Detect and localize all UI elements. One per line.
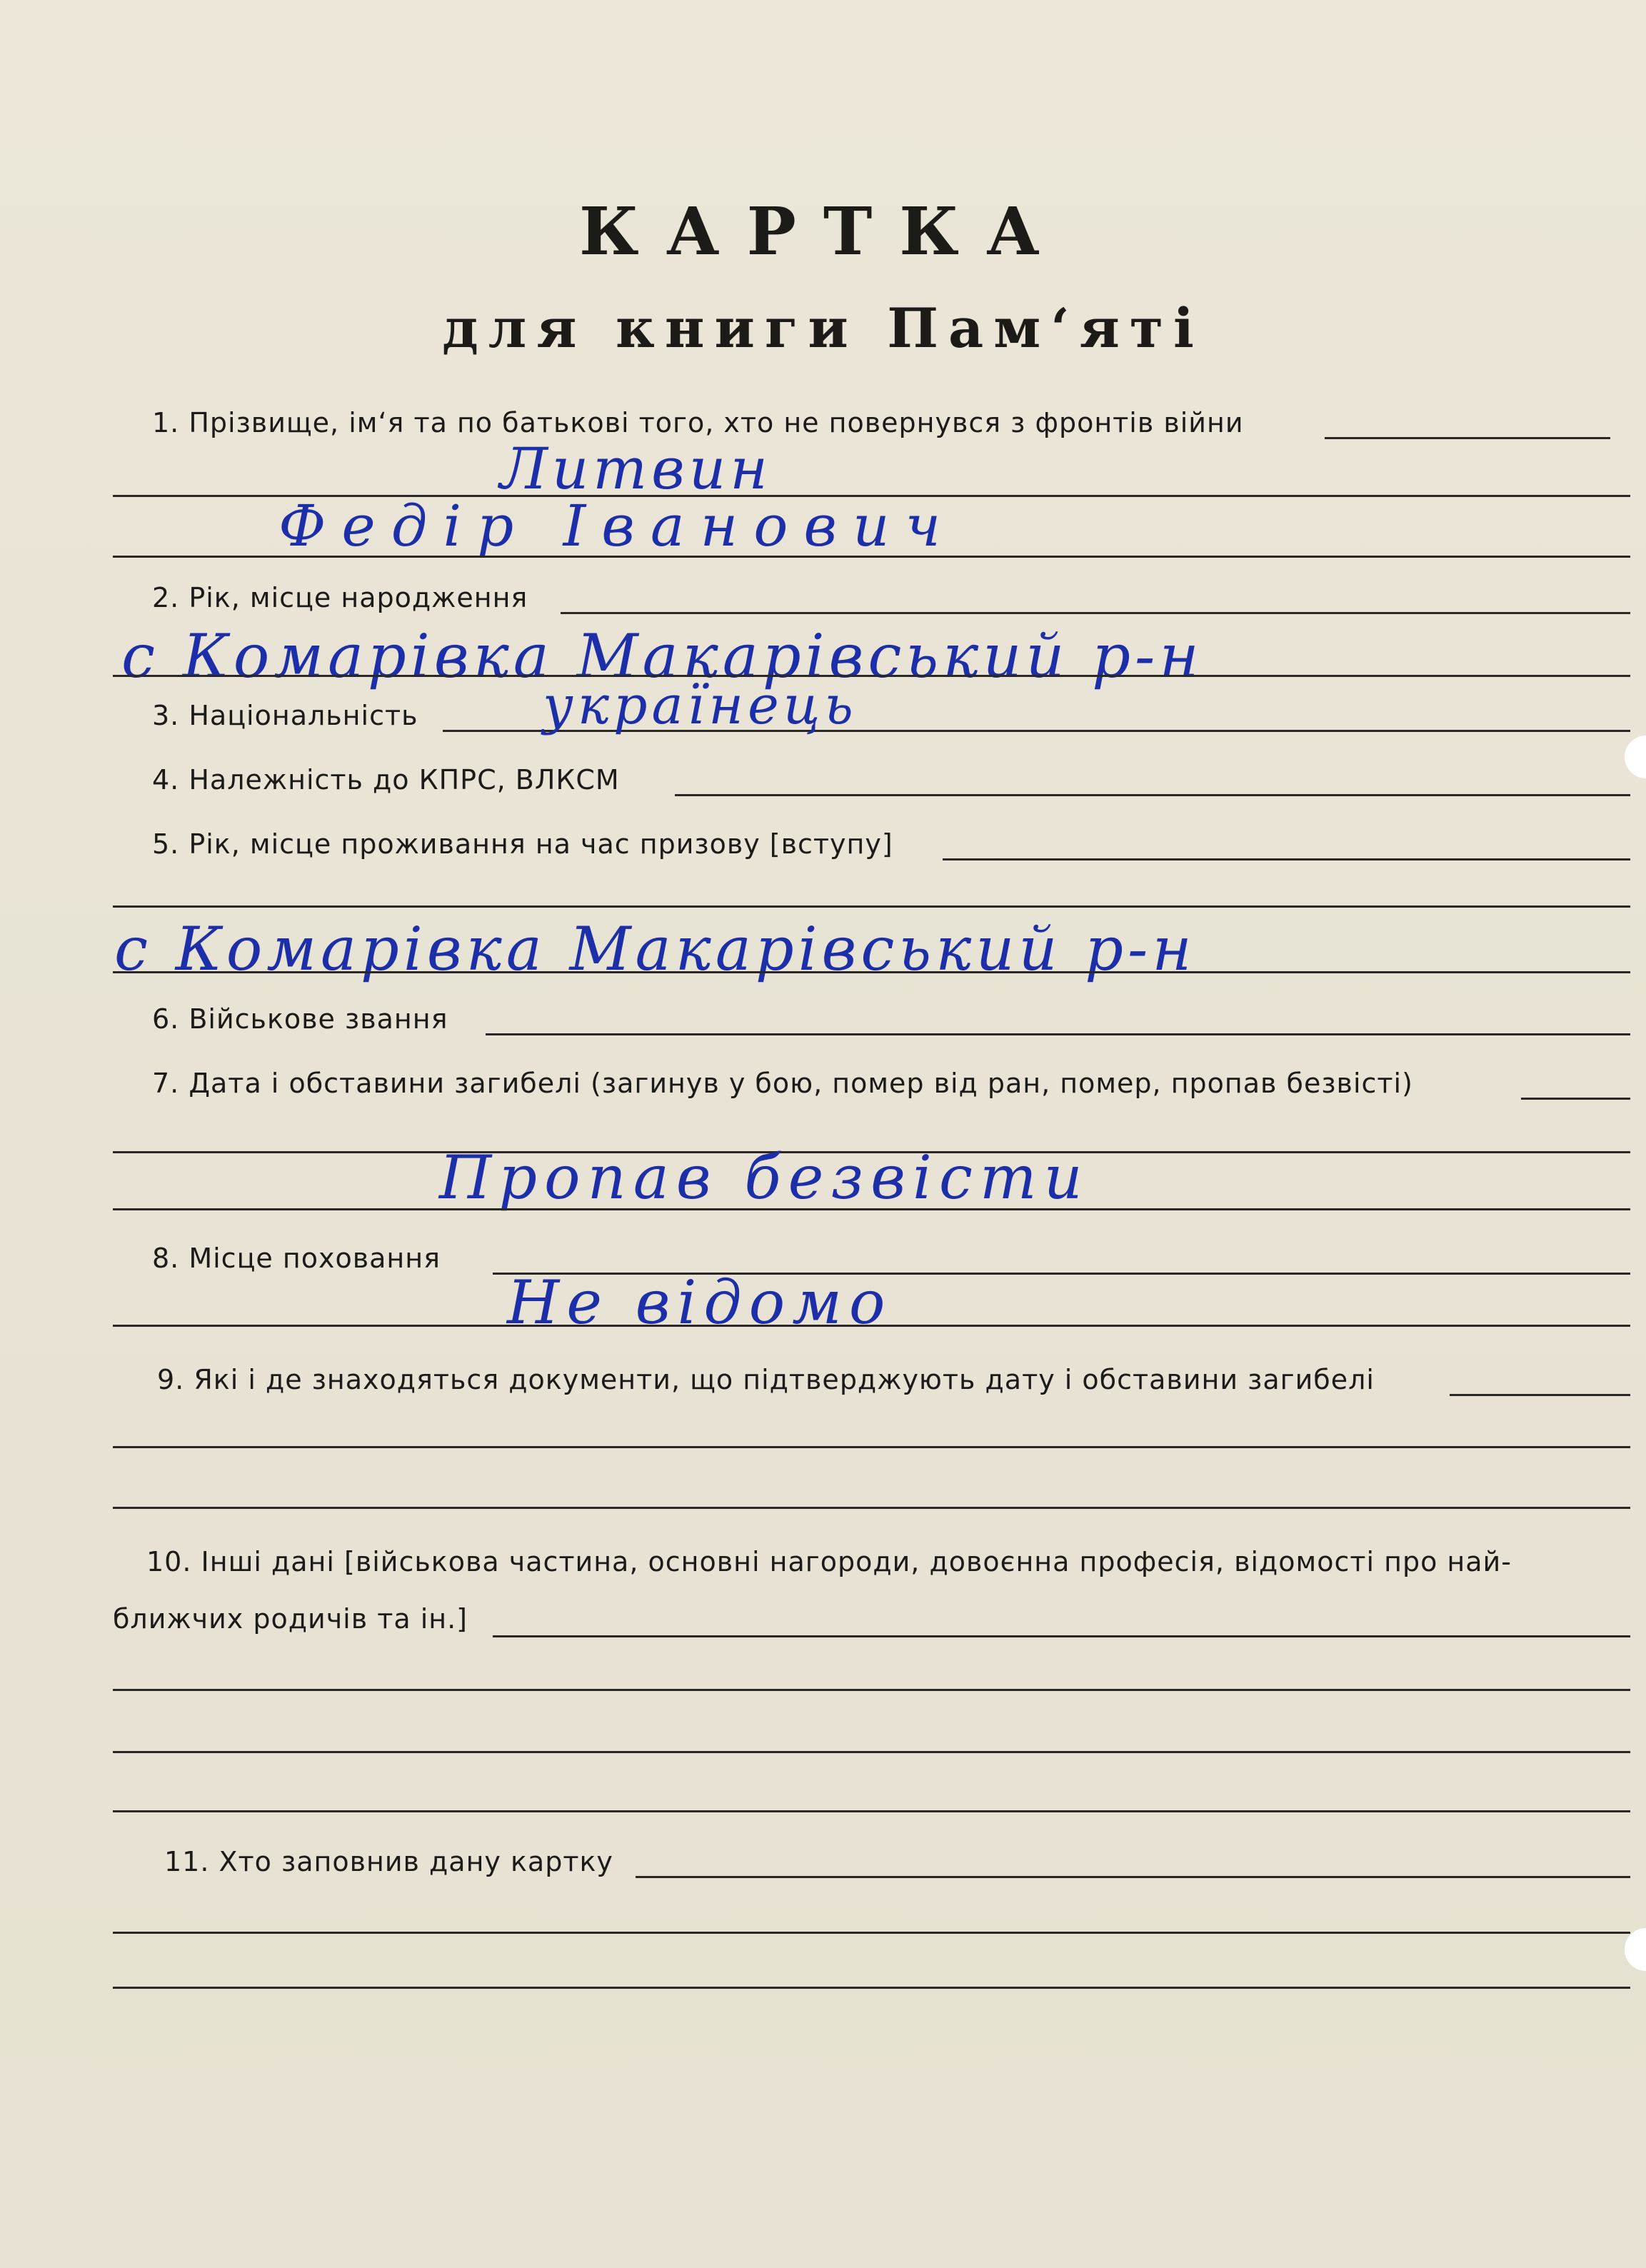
field-6-rule	[486, 1033, 1630, 1035]
handwritten-birth-place: с Комарівка Макарівський р-н	[121, 621, 1203, 691]
card-title: КАРТКА	[579, 193, 1067, 270]
handwritten-burial: Не відомо	[507, 1268, 893, 1338]
field-5-rule-2	[113, 905, 1630, 908]
handwritten-residence: с Комарівка Макарівський р-н	[114, 914, 1196, 984]
field-7-rule-3	[113, 1208, 1630, 1210]
field-9-rule-3	[113, 1507, 1630, 1509]
handwritten-name-patronymic: Федір Іванович	[278, 493, 957, 559]
field-10-rule-3	[113, 1751, 1630, 1753]
field-11-rule	[636, 1876, 1630, 1878]
field-10-rule-2	[113, 1689, 1630, 1691]
field-4-rule	[675, 794, 1630, 796]
handwritten-fate: Пропав безвісти	[439, 1143, 1090, 1213]
field-2-rule	[561, 612, 1630, 614]
field-2-rule-2	[113, 675, 1630, 677]
field-3-label: 3. Національність	[152, 700, 418, 731]
card-subtitle: для книги Пам‘яті	[442, 296, 1204, 360]
field-10-rule	[493, 1635, 1630, 1637]
field-5-rule	[943, 858, 1630, 860]
field-11-rule-2	[113, 1932, 1630, 1934]
field-8-label: 8. Місце поховання	[152, 1243, 441, 1274]
field-10-rule-4	[113, 1810, 1630, 1812]
field-1-rule	[1325, 437, 1610, 439]
punch-hole	[1625, 736, 1646, 778]
field-6-label: 6. Військове звання	[152, 1003, 448, 1035]
field-11-label: 11. Хто заповнив дану картку	[164, 1846, 613, 1877]
field-7-rule	[1521, 1098, 1630, 1100]
field-7-label: 7. Дата і обставини загибелі (загинув у бою, помер від ран, помер, пропав безвісті)	[152, 1068, 1413, 1099]
field-8-rule-2	[113, 1325, 1630, 1327]
field-9-rule-2	[113, 1446, 1630, 1448]
field-5-rule-3	[113, 971, 1630, 973]
field-2-label: 2. Рік, місце народження	[152, 582, 528, 613]
field-11-rule-3	[113, 1987, 1630, 1989]
field-9-rule	[1450, 1394, 1630, 1396]
field-4-label: 4. Належність до КПРС, ВЛКСМ	[152, 764, 620, 796]
field-5-label: 5. Рік, місце проживання на час призову [вступу]	[152, 828, 893, 860]
field-1-rule-3	[113, 556, 1630, 558]
field-1-label: 1. Прізвище, ім‘я та по батькові того, хто не повернувся з фронтів війни	[152, 407, 1244, 438]
field-10-label-cont: ближчих родичів та ін.]	[113, 1603, 468, 1635]
punch-hole	[1625, 1928, 1646, 1971]
handwritten-nationality: українець	[543, 675, 858, 736]
handwritten-surname: Литвин	[500, 436, 772, 502]
field-10-label: 10. Інші дані [військова частина, основні нагороди, довоєнна професія, відомості про най-	[146, 1546, 1512, 1577]
field-9-label: 9. Які і де знаходяться документи, що підтверджують дату і обставини загибелі	[157, 1364, 1375, 1395]
